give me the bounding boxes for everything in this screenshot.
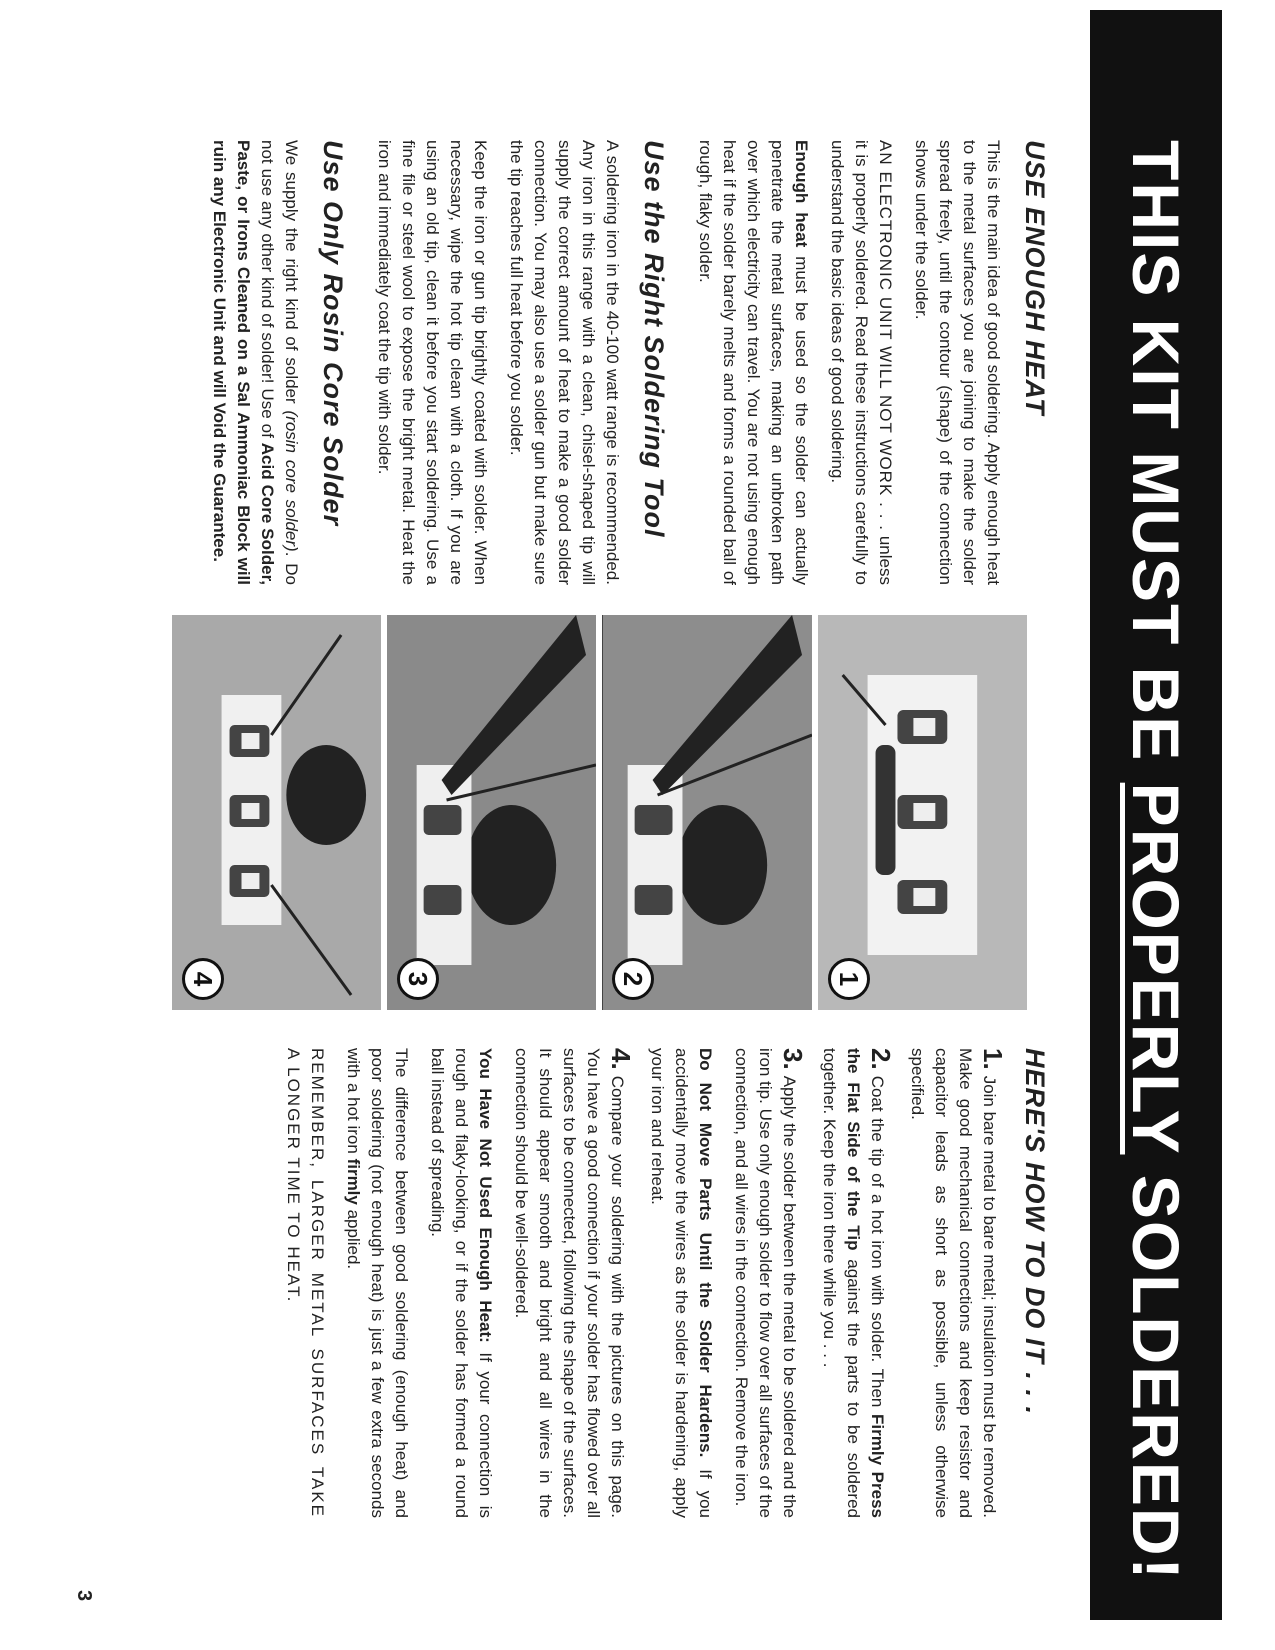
page-title (1118, 140, 1194, 1582)
paragraph (207, 140, 303, 585)
step-number: 2. (866, 1048, 896, 1070)
page-number: 3 (73, 1590, 95, 1602)
step-number: 4. (606, 1048, 636, 1070)
step-badge: 4 (182, 958, 224, 1000)
text: unless it is properly soldered. Read these instructions carefully to understand the basic ideas of good soldering. (828, 140, 895, 585)
solder-photo-3 (387, 615, 596, 1010)
step-text: Coat the tip of a hot iron with solder. Then (868, 1075, 887, 1415)
section-heading-how-to: HERE'S HOW TO DO IT . . . (1020, 1048, 1050, 1415)
paragraph: This is the main idea of good soldering. Apply enough heat to the metal surfaces you are joining to make the solder spread freely, until the contour (shape) of the connection shows under the solder. (912, 140, 1003, 585)
paragraph (825, 140, 897, 585)
solder-photo-4 (172, 615, 381, 1010)
step-number: 1. (978, 1048, 1008, 1070)
bold-text: Acid Core Solder, Paste, or Irons Cleaned on a Sal Ammoniac Block will ruin any Electronic Unit and will Void the Guarantee. (210, 140, 277, 585)
caps-lead: AN ELECTRONIC UNIT WILL NOT WORK . . . (876, 140, 895, 531)
bold-text: firmly (344, 1158, 363, 1205)
text: applied. (344, 1204, 363, 1270)
step-badge: 2 (613, 958, 655, 1000)
section-heading-rosin-core: Use Only Rosin Core Solder (318, 140, 348, 527)
title-part-underlined: PROPERLY (1119, 782, 1193, 1155)
text: must be used so the solder can actually penetrate the metal surfaces, making an unbroken path over which electricity can travel. You are not using enough heat if the solder barely melts and forms a rounded ball of rough, flaky solder. (696, 140, 811, 585)
section-heading-enough-heat: USE ENOUGH HEAT (1020, 140, 1050, 416)
step-4-warning (425, 1048, 497, 1518)
title-part-3: SOLDERED! (1119, 1154, 1193, 1582)
photo-step-2 (603, 615, 812, 1010)
step-1 (905, 1048, 1008, 1518)
paragraph: Keep the iron or gun tip brightly coated with solder. When necessary, wipe the hot tip clean with a cloth. If you are using an old tip, clean it before you start soldering. Use a fine file or steel wool to expose the bright metal. Heat the iron and immediately coat the tip with solder. (375, 140, 490, 585)
title-banner (1090, 10, 1222, 1620)
remember-note: REMEMBER, LARGER METAL SURFACES TAKE A LONGER TIME TO HEAT. (284, 1048, 327, 1518)
photo-step-3 (387, 615, 596, 1010)
bold-text: Firmly Press the Flat Side of the Tip (844, 1048, 887, 1518)
title-part-1: THIS KIT MUST BE (1119, 140, 1193, 783)
bold-lead: Enough heat (792, 140, 811, 248)
step-badge: 3 (397, 958, 439, 1000)
difference-paragraph (341, 1048, 413, 1518)
step-text: Apply the solder between the metal to be soldered and the iron tip. Use only enough solder to flow over all surfaces of the connection, and all wires in the connection. Remove the iron. (732, 1048, 799, 1518)
text: We supply the right kind of solder (282, 140, 301, 411)
step-text: Compare your soldering with the pictures on this page. You have a good connection if your solder has flowed over all surfaces to be connected, following the shape of the surfaces. It should appear smooth and bright and all wires in the connection should be well-soldered. (512, 1048, 627, 1518)
paragraph (693, 140, 813, 585)
step-text: Join bare metal to bare metal; insulation must be removed. Make good mechanical connections and keep resistor and capacitor leads as short as possible, unless otherwise specified. (908, 1048, 999, 1518)
bold-text: You Have Not Used Enough Heat: (476, 1048, 495, 1343)
step-2 (817, 1048, 896, 1518)
paragraph: A soldering iron in the 40-100 watt range is recommended. Any iron in this range with a clean, chisel-shaped tip will supply the correct amount of heat to make a good solder connection. You may also use a solder gun but make sure the tip reaches full heat before you solder. (507, 140, 622, 585)
step-number: 3. (778, 1048, 808, 1070)
step-text: against the parts to be soldered together. Keep the iron there while you . . . (820, 1048, 863, 1518)
step-3-warning (645, 1048, 717, 1518)
text: If your connection is rough and flaky-looking, or if the solder has formed a round ball instead of spreading. (428, 1048, 495, 1518)
text: If you accidentally move the wires as the solder is hardening, apply your iron and reheat. (648, 1048, 715, 1518)
photo-step-1 (818, 615, 1027, 1010)
step-badge: 1 (828, 958, 870, 1000)
right-column (269, 1048, 1050, 1518)
text: The difference between good soldering (enough heat) and poor soldering (not enough heat) is just a few extra seconds with a hot iron (344, 1048, 411, 1518)
solder-photo-1 (818, 615, 1027, 1010)
photo-strip (172, 615, 1027, 1010)
step-3 (729, 1048, 808, 1518)
step-4 (509, 1048, 636, 1518)
bold-text: Do Not Move Parts Until the Solder Hardens. (696, 1048, 715, 1458)
photo-step-4 (172, 615, 381, 1010)
italic-text: (rosin core solder) (282, 410, 301, 552)
solder-photo-2 (603, 615, 812, 1010)
section-heading-soldering-tool: Use the Right Soldering Tool (639, 140, 669, 538)
left-column (195, 140, 1050, 585)
text: . Do not use any other kind of solder! Use of (258, 140, 301, 585)
